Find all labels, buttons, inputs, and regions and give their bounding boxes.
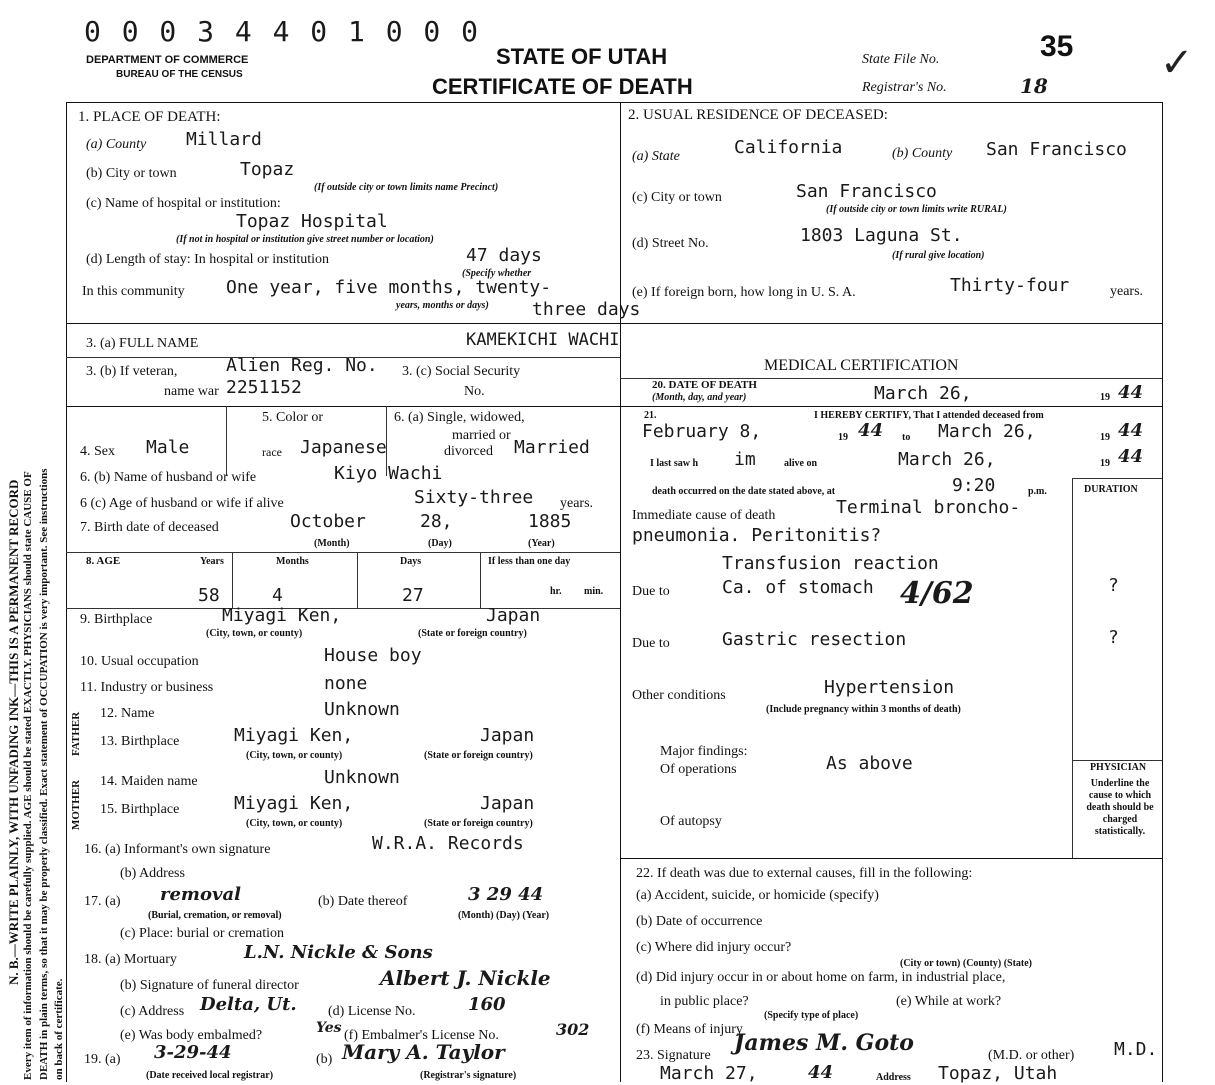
age-hr: hr. (550, 586, 562, 597)
veteran-value: Alien Reg. No. (226, 355, 378, 376)
death-county: Millard (186, 129, 262, 150)
mother-name-label: 14. Maiden name (100, 774, 198, 789)
informant-label: 16. (a) Informant's own signature (84, 842, 271, 857)
embalmed-label: (e) Was body embalmed? (120, 1028, 263, 1043)
age-years: 58 (198, 585, 220, 606)
major-findings-label: Major findings: (660, 744, 748, 759)
stay-community: One year, five months, twenty- (226, 277, 552, 298)
birth-year: 1885 (528, 511, 572, 532)
immediate-label: Immediate cause of death (632, 508, 776, 523)
to-label: to (902, 432, 911, 443)
operations-value: As above (826, 753, 913, 774)
age-days: 27 (402, 585, 424, 606)
signature-year: 44 (808, 1062, 834, 1083)
death-time-unit: p.m. (1028, 486, 1047, 497)
foreign-years: Thirty-four (950, 275, 1070, 296)
mortuary-value: L.N. Nickle & Sons (244, 942, 433, 963)
year-caption: (Year) (528, 538, 555, 549)
informant-address-label: (b) Address (120, 866, 185, 881)
registrar-signature: Mary A. Taylor (342, 1040, 505, 1064)
duration-label: DURATION (1084, 484, 1138, 495)
to-year: 44 (1118, 420, 1144, 441)
autopsy-label: Of autopsy (660, 814, 722, 829)
birthplace-city: Miyagi Ken, (222, 605, 342, 626)
burial-caption: (Burial, cremation, or removal) (148, 910, 282, 921)
marital-label3: divorced (444, 444, 493, 459)
full-name: KAMEKICHI WACHI (466, 330, 620, 350)
physician-title: PHYSICIAN (1089, 762, 1147, 773)
registrar-caption: (Registrar's signature) (420, 1070, 517, 1081)
stay-hospital: 47 days (466, 245, 542, 266)
color-label: 5. Color or (262, 410, 324, 425)
father-city-caption: (City, town, or county) (246, 750, 343, 761)
age-months-caption: Months (276, 556, 309, 567)
ssn-no-label: No. (464, 384, 485, 399)
occupation-label: 10. Usual occupation (80, 654, 199, 669)
received-label: 19. (a) (84, 1052, 121, 1067)
external-b: (b) Date of occurrence (636, 914, 763, 929)
frame-right (1162, 102, 1163, 1082)
transfusion-reaction: Transfusion reaction (722, 553, 939, 574)
from-year: 44 (858, 420, 884, 441)
foreign-born-label: (e) If foreign born, how long in U. S. A. (632, 285, 856, 300)
age-label: 8. AGE (86, 555, 121, 567)
due2-label: Due to (632, 636, 670, 651)
birth-month: October (290, 511, 366, 532)
death-time: 9:20 (952, 475, 996, 496)
death-city: Topaz (240, 159, 295, 180)
marital-label1: 6. (a) Single, widowed, (394, 410, 525, 425)
mother-bp-city: Miyagi Ken, (234, 793, 354, 814)
father-state-caption: (State or foreign country) (424, 750, 533, 761)
spouse-age-label: 6 (c) Age of husband or wife if alive (80, 496, 284, 511)
sex-label: 4. Sex (80, 444, 115, 459)
spouse-name: Kiyo Wachi (334, 463, 443, 484)
mortuary-address-label: (c) Address (120, 1004, 185, 1019)
res-city: San Francisco (796, 181, 937, 202)
mother-bp-country: Japan (480, 793, 535, 814)
hospital-label: (c) Name of hospital or institution: (86, 196, 281, 211)
death-date-caption: (Month, day, and year) (652, 392, 747, 403)
spouse-age-unit: years. (560, 496, 594, 511)
signature-label: 23. Signature (636, 1048, 711, 1063)
death-year-prefix: 19 (1100, 392, 1110, 403)
to-year-prefix: 19 (1100, 432, 1110, 443)
burial-label: 17. (a) (84, 894, 121, 909)
director-signature: Albert J. Nickle (380, 966, 551, 990)
physician-signature: James M. Goto (734, 1030, 914, 1056)
external-c-caption: (City or town) (County) (State) (900, 958, 1033, 969)
res-county: San Francisco (986, 139, 1127, 160)
frame-left (66, 102, 67, 1082)
lastsaw-year-prefix: 19 (1100, 458, 1110, 469)
stay-note2: years, months or days) (396, 300, 489, 311)
from-year-prefix: 19 (838, 432, 848, 443)
license-label: (d) License No. (328, 1004, 416, 1019)
frame-top (66, 102, 1162, 103)
alien-reg-number: 2251152 (226, 377, 302, 398)
immediate-cause: Terminal broncho- (836, 497, 1021, 518)
spouse-label: 6. (b) Name of husband or wife (80, 470, 257, 485)
check-mark: ✓ (1160, 40, 1194, 86)
other-caption: (Include pregnancy within 3 months of death) (766, 704, 961, 715)
father-bp-label: 13. Birthplace (100, 734, 180, 749)
res-street: 1803 Laguna St. (800, 225, 963, 246)
sidebar-line1: Every item of information should be carefully supplied. AGE should be stated EXACTLY. PHYSICIANS should state CAUSE OF (22, 471, 34, 1080)
burial-date: 3 29 44 (468, 884, 544, 905)
due2-duration: ? (1108, 627, 1119, 648)
birthdate-label: 7. Birth date of deceased (80, 520, 219, 535)
sig-address: Topaz, Utah (938, 1063, 1058, 1084)
external-a: (a) Accident, suicide, or homicide (specify) (636, 888, 879, 903)
age-min: min. (584, 586, 604, 597)
md-value: M.D. (1114, 1039, 1158, 1060)
occurred-label: death occurred on the date stated above, at (652, 486, 836, 497)
operations-label: Of operations (660, 762, 737, 777)
sig-address-label: Address (876, 1072, 911, 1083)
lastsaw-value: im (734, 449, 756, 470)
embalmed-value: Yes (316, 1020, 342, 1036)
county-label: (a) County (86, 137, 147, 152)
department-label: DEPARTMENT OF COMMERCE (86, 54, 249, 66)
license-value: 160 (468, 994, 506, 1015)
res-street-label: (d) Street No. (632, 236, 709, 251)
lastsaw-year: 44 (1118, 446, 1144, 467)
res-city-note: (If outside city or town limits write RURAL) (826, 204, 1007, 215)
received-caption: (Date received local registrar) (146, 1070, 274, 1081)
birthplace-label: 9. Birthplace (80, 612, 153, 627)
lastsaw-label: I last saw h (650, 458, 699, 469)
fullname-label: 3. (a) FULL NAME (86, 336, 199, 351)
ssn-label: 3. (c) Social Security (402, 364, 521, 379)
due1-label: Due to (632, 584, 670, 599)
frame-sec3 (66, 323, 1162, 324)
marital-value: Married (514, 437, 590, 458)
mother-state-caption: (State or foreign country) (424, 818, 533, 829)
age-months: 4 (272, 585, 283, 606)
marital-label2: married or (452, 428, 511, 443)
mortuary-label: 18. (a) Mortuary (84, 952, 177, 967)
stay-community-2: three days (532, 299, 641, 320)
hospital-name: Topaz Hospital (236, 211, 388, 232)
burial-date-caption: (Month) (Day) (Year) (458, 910, 550, 921)
mother-bp-label: 15. Birthplace (100, 802, 180, 817)
res-street-note: (If rural give location) (892, 250, 985, 261)
other-conditions: Hypertension (824, 677, 955, 698)
due1-mark: 4/62 (900, 576, 974, 611)
sex-value: Male (146, 437, 190, 458)
father-name: Unknown (324, 699, 400, 720)
occupation-value: House boy (324, 645, 422, 666)
informant-signature: W.R.A. Records (372, 833, 524, 854)
attended-to: March 26, (938, 421, 1036, 442)
immediate-cause-2: pneumonia. Peritonitis? (632, 525, 882, 546)
external-f: (f) Means of injury (636, 1022, 743, 1037)
due1-value: Ca. of stomach (722, 577, 874, 598)
burial-value: removal (160, 884, 241, 905)
industry-label: 11. Industry or business (80, 680, 214, 695)
received-date: 3-29-44 (154, 1042, 232, 1063)
bureau-label: BUREAU OF THE CENSUS (116, 69, 243, 80)
signature-date: March 27, (660, 1063, 758, 1084)
residence-heading: 2. USUAL RESIDENCE OF DECEASED: (628, 107, 888, 123)
hospital-note: (If not in hospital or institution give street number or location) (176, 234, 434, 245)
external-c: (c) Where did injury occur? (636, 940, 792, 955)
attended-from: February 8, (642, 421, 762, 442)
father-side-label: FATHER (70, 711, 82, 756)
father-bp-country: Japan (480, 725, 535, 746)
race-value: Japanese (300, 437, 387, 458)
lastsaw-date: March 26, (898, 449, 996, 470)
registrar-number: 18 (1020, 74, 1048, 98)
birth-day: 28, (420, 511, 453, 532)
other-conditions-label: Other conditions (632, 688, 726, 703)
mother-side-label: MOTHER (70, 779, 82, 830)
city-note: (If outside city or town limits name Precinct) (314, 182, 499, 193)
city-label: (b) City or town (86, 166, 177, 181)
state-file-number: 35 (1040, 30, 1074, 63)
due1-duration: ? (1108, 575, 1119, 596)
birthplace-city-caption: (City, town, or county) (206, 628, 303, 639)
death-year: 44 (1118, 382, 1144, 403)
mother-name: Unknown (324, 767, 400, 788)
res-state-label: (a) State (632, 149, 680, 164)
spouse-age: Sixty-three (414, 487, 534, 508)
item21-number: 21. (644, 410, 657, 421)
state-file-label: State File No. (862, 52, 940, 67)
burial-date-label: (b) Date thereof (318, 894, 408, 909)
age-years-caption: Years (200, 556, 224, 567)
medical-heading: MEDICAL CERTIFICATION (764, 357, 959, 374)
burial-place-label: (c) Place: burial or cremation (120, 926, 285, 941)
father-bp-city: Miyagi Ken, (234, 725, 354, 746)
external-e: (e) While at work? (896, 994, 1002, 1009)
registrar-sig-label: (b) (316, 1052, 333, 1067)
war-label: name war (164, 384, 219, 399)
director-label: (b) Signature of funeral director (120, 978, 299, 993)
sidebar-warning: N. B.—WRITE PLAINLY, WITH UNFADING INK—THIS IS A PERMANENT RECORD (6, 479, 21, 985)
veteran-label: 3. (b) If veteran, (86, 364, 178, 379)
physician-note: Underline the cause to which death should be charged statistically. (1086, 778, 1154, 837)
age-days-caption: Days (400, 556, 422, 567)
serial-number: 0 0 0 3 4 4 0 1 0 0 0 (84, 15, 481, 48)
father-name-label: 12. Name (100, 706, 155, 721)
res-state: California (734, 137, 843, 158)
md-or-other-label: (M.D. or other) (988, 1048, 1075, 1063)
external-d2: in public place? (660, 994, 749, 1009)
death-date: March 26, (874, 383, 972, 404)
stay-note1: (Specify whether (462, 268, 532, 279)
embalmer-label: (f) Embalmer's License No. (344, 1028, 499, 1043)
age-lt-caption: If less than one day (488, 556, 571, 567)
race-label: race (262, 445, 282, 459)
foreign-years-unit: years. (1110, 284, 1144, 299)
mortuary-address: Delta, Ut. (200, 994, 297, 1015)
registrar-label: Registrar's No. (862, 80, 947, 95)
due2-value: Gastric resection (722, 629, 907, 650)
mother-city-caption: (City, town, or county) (246, 818, 343, 829)
certify-text: I HEREBY CERTIFY, That I attended deceased from (814, 410, 1044, 421)
external-heading: 22. If death was due to external causes, fill in the following: (636, 866, 973, 881)
place-of-death-heading: 1. PLACE OF DEATH: (78, 109, 221, 125)
birthplace-country: Japan (486, 605, 541, 626)
external-d-caption: (Specify type of place) (764, 1010, 859, 1021)
alive-label: alive on (784, 458, 818, 469)
frame-middle (620, 102, 621, 1082)
day-caption: (Day) (428, 538, 452, 549)
community-label: In this community (82, 284, 185, 299)
state-title: STATE OF UTAH (496, 44, 668, 69)
embalmer-value: 302 (556, 1020, 590, 1039)
stay-label: (d) Length of stay: In hospital or institution (86, 252, 330, 267)
death-date-label: 20. DATE OF DEATH (652, 379, 757, 391)
industry-value: none (324, 673, 368, 694)
sidebar-line2: DEATH in plain terms, so that it may be properly classified. Exact statement of OCCUPATION is very important. See instructions (38, 468, 50, 1080)
external-d: (d) Did injury occur in or about home on farm, in industrial place, (636, 970, 1006, 985)
res-county-label: (b) County (892, 146, 953, 161)
certificate-title: CERTIFICATE OF DEATH (432, 74, 693, 99)
month-caption: (Month) (314, 538, 350, 549)
res-city-label: (c) City or town (632, 190, 722, 205)
sidebar-line3: on back of certificate. (53, 978, 65, 1080)
birthplace-state-caption: (State or foreign country) (418, 628, 527, 639)
